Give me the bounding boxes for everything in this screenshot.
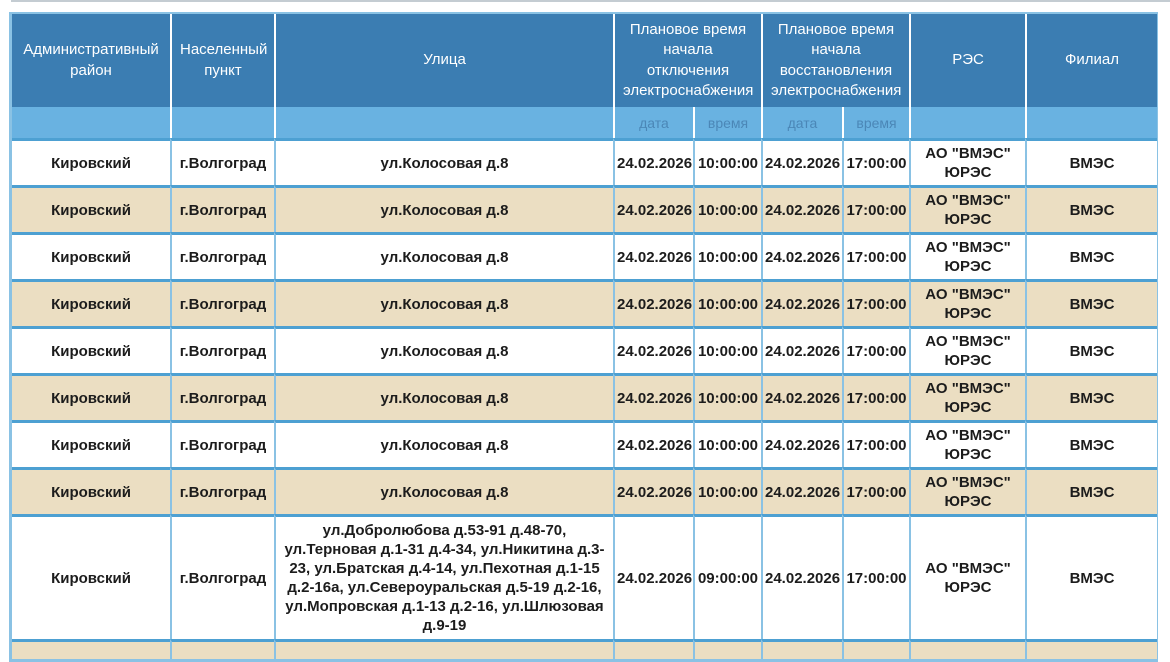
cell-outage-date: 24.02.2026 bbox=[613, 514, 693, 639]
cell-res: АО "ВМЭС" ЮРЭС bbox=[909, 420, 1025, 467]
cell-settlement bbox=[170, 639, 274, 659]
cell-settlement: г.Волгоград bbox=[170, 420, 274, 467]
cell-res: АО "ВМЭС" ЮРЭС bbox=[909, 514, 1025, 639]
header-row-main bbox=[12, 14, 1157, 107]
cell-restore-date: 24.02.2026 bbox=[761, 279, 842, 326]
cell-admin-district: Кировский bbox=[12, 185, 170, 232]
subheader-restore-time: время bbox=[842, 107, 909, 138]
cell-admin-district bbox=[12, 639, 170, 659]
cell-settlement: г.Волгоград bbox=[170, 138, 274, 185]
cell-admin-district: Кировский bbox=[12, 138, 170, 185]
cell-settlement: г.Волгоград bbox=[170, 185, 274, 232]
cell-street: ул.Колосовая д.8 bbox=[274, 279, 613, 326]
cell-restore-time: 17:00:00 bbox=[842, 279, 909, 326]
cell-outage-date: 24.02.2026 bbox=[613, 138, 693, 185]
cell-admin-district: Кировский bbox=[12, 514, 170, 639]
subheader-empty-settlement bbox=[170, 107, 274, 138]
cell-street: ул.Добролюбова д.53-91 д.48-70, ул.Терновая д.1-31 д.4-34, ул.Никитина д.3-23, ул.Братская д.4-14, ул.Пехотная д.1-15 д.2-16а, ул.Североуральская д.5-19 д.2-16, ул.Мопровская д.1-13 д.2-16, ул.Шлюзовая д.9-19 bbox=[274, 514, 613, 639]
table-row bbox=[12, 467, 1157, 514]
cell-branch: ВМЭС bbox=[1025, 514, 1157, 639]
cell-restore-date: 24.02.2026 bbox=[761, 467, 842, 514]
cell-settlement: г.Волгоград bbox=[170, 467, 274, 514]
outage-schedule-table bbox=[12, 14, 1157, 659]
subheader-empty-district bbox=[12, 107, 170, 138]
cell-street: ул.Колосовая д.8 bbox=[274, 467, 613, 514]
header-restore-start: Плановое время начала восстановления электроснабжения bbox=[761, 14, 909, 107]
cell-outage-date: 24.02.2026 bbox=[613, 326, 693, 373]
header-branch: Филиал bbox=[1025, 14, 1157, 107]
cell-res: АО "ВМЭС" ЮРЭС bbox=[909, 326, 1025, 373]
cell-settlement: г.Волгоград bbox=[170, 326, 274, 373]
cell-res: АО "ВМЭС" ЮРЭС bbox=[909, 279, 1025, 326]
cell-restore-time: 17:00:00 bbox=[842, 467, 909, 514]
cell-street: ул.Колосовая д.8 bbox=[274, 420, 613, 467]
cell-street bbox=[274, 639, 613, 659]
cell-street: ул.Колосовая д.8 bbox=[274, 326, 613, 373]
top-edge-strip bbox=[11, 0, 1170, 2]
cell-settlement: г.Волгоград bbox=[170, 514, 274, 639]
cell-restore-date: 24.02.2026 bbox=[761, 232, 842, 279]
table-header bbox=[12, 14, 1157, 138]
cell-branch: ВМЭС bbox=[1025, 279, 1157, 326]
table-row bbox=[12, 185, 1157, 232]
cell-branch: ВМЭС bbox=[1025, 138, 1157, 185]
cell-admin-district: Кировский bbox=[12, 420, 170, 467]
cell-outage-time: 10:00:00 bbox=[693, 232, 761, 279]
cell-branch: ВМЭС bbox=[1025, 326, 1157, 373]
cell-street: ул.Колосовая д.8 bbox=[274, 373, 613, 420]
table-row bbox=[12, 639, 1157, 659]
cell-street: ул.Колосовая д.8 bbox=[274, 232, 613, 279]
cell-restore-date: 24.02.2026 bbox=[761, 326, 842, 373]
cell-street: ул.Колосовая д.8 bbox=[274, 138, 613, 185]
cell-restore-date: 24.02.2026 bbox=[761, 185, 842, 232]
cell-outage-date bbox=[613, 639, 693, 659]
cell-outage-time: 10:00:00 bbox=[693, 467, 761, 514]
cell-outage-date: 24.02.2026 bbox=[613, 232, 693, 279]
cell-outage-time: 10:00:00 bbox=[693, 279, 761, 326]
cell-restore-time bbox=[842, 639, 909, 659]
cell-settlement: г.Волгоград bbox=[170, 279, 274, 326]
cell-outage-time: 09:00:00 bbox=[693, 514, 761, 639]
cell-outage-time: 10:00:00 bbox=[693, 185, 761, 232]
cell-restore-time: 17:00:00 bbox=[842, 420, 909, 467]
cell-outage-time: 10:00:00 bbox=[693, 326, 761, 373]
cell-outage-time: 10:00:00 bbox=[693, 373, 761, 420]
cell-restore-time: 17:00:00 bbox=[842, 232, 909, 279]
cell-restore-time: 17:00:00 bbox=[842, 185, 909, 232]
table-row bbox=[12, 138, 1157, 185]
cell-restore-date: 24.02.2026 bbox=[761, 514, 842, 639]
table-row bbox=[12, 373, 1157, 420]
cell-outage-date: 24.02.2026 bbox=[613, 279, 693, 326]
table-body bbox=[12, 138, 1157, 659]
header-admin-district: Административный район bbox=[12, 14, 170, 107]
outage-schedule-table-wrapper bbox=[9, 12, 1158, 662]
cell-street: ул.Колосовая д.8 bbox=[274, 185, 613, 232]
cell-branch: ВМЭС bbox=[1025, 185, 1157, 232]
cell-outage-time: 10:00:00 bbox=[693, 420, 761, 467]
cell-outage-time bbox=[693, 639, 761, 659]
cell-res: АО "ВМЭС" ЮРЭС bbox=[909, 138, 1025, 185]
cell-restore-date: 24.02.2026 bbox=[761, 420, 842, 467]
header-outage-start: Плановое время начала отключения электроснабжения bbox=[613, 14, 761, 107]
cell-outage-date: 24.02.2026 bbox=[613, 467, 693, 514]
table-row bbox=[12, 232, 1157, 279]
cell-admin-district: Кировский bbox=[12, 467, 170, 514]
cell-outage-date: 24.02.2026 bbox=[613, 373, 693, 420]
cell-restore-date: 24.02.2026 bbox=[761, 138, 842, 185]
subheader-restore-date: дата bbox=[761, 107, 842, 138]
cell-restore-time: 17:00:00 bbox=[842, 373, 909, 420]
table-row bbox=[12, 326, 1157, 373]
cell-branch: ВМЭС bbox=[1025, 467, 1157, 514]
cell-settlement: г.Волгоград bbox=[170, 373, 274, 420]
subheader-empty-branch bbox=[1025, 107, 1157, 138]
table-row bbox=[12, 420, 1157, 467]
cell-restore-time: 17:00:00 bbox=[842, 326, 909, 373]
cell-res: АО "ВМЭС" ЮРЭС bbox=[909, 467, 1025, 514]
cell-restore-time: 17:00:00 bbox=[842, 514, 909, 639]
cell-branch: ВМЭС bbox=[1025, 420, 1157, 467]
header-row-sub bbox=[12, 107, 1157, 138]
cell-branch bbox=[1025, 639, 1157, 659]
subheader-outage-time: время bbox=[693, 107, 761, 138]
cell-admin-district: Кировский bbox=[12, 232, 170, 279]
subheader-empty-res bbox=[909, 107, 1025, 138]
cell-branch: ВМЭС bbox=[1025, 232, 1157, 279]
cell-admin-district: Кировский bbox=[12, 279, 170, 326]
cell-restore-date: 24.02.2026 bbox=[761, 373, 842, 420]
subheader-empty-street bbox=[274, 107, 613, 138]
cell-outage-time: 10:00:00 bbox=[693, 138, 761, 185]
cell-res: АО "ВМЭС" ЮРЭС bbox=[909, 232, 1025, 279]
cell-restore-time: 17:00:00 bbox=[842, 138, 909, 185]
cell-branch: ВМЭС bbox=[1025, 373, 1157, 420]
cell-res: АО "ВМЭС" ЮРЭС bbox=[909, 185, 1025, 232]
cell-res bbox=[909, 639, 1025, 659]
header-res: РЭС bbox=[909, 14, 1025, 107]
header-street: Улица bbox=[274, 14, 613, 107]
subheader-outage-date: дата bbox=[613, 107, 693, 138]
cell-restore-date bbox=[761, 639, 842, 659]
cell-admin-district: Кировский bbox=[12, 326, 170, 373]
cell-settlement: г.Волгоград bbox=[170, 232, 274, 279]
cell-outage-date: 24.02.2026 bbox=[613, 420, 693, 467]
cell-admin-district: Кировский bbox=[12, 373, 170, 420]
table-row bbox=[12, 279, 1157, 326]
table-row bbox=[12, 514, 1157, 639]
cell-res: АО "ВМЭС" ЮРЭС bbox=[909, 373, 1025, 420]
header-settlement: Населенный пункт bbox=[170, 14, 274, 107]
cell-outage-date: 24.02.2026 bbox=[613, 185, 693, 232]
